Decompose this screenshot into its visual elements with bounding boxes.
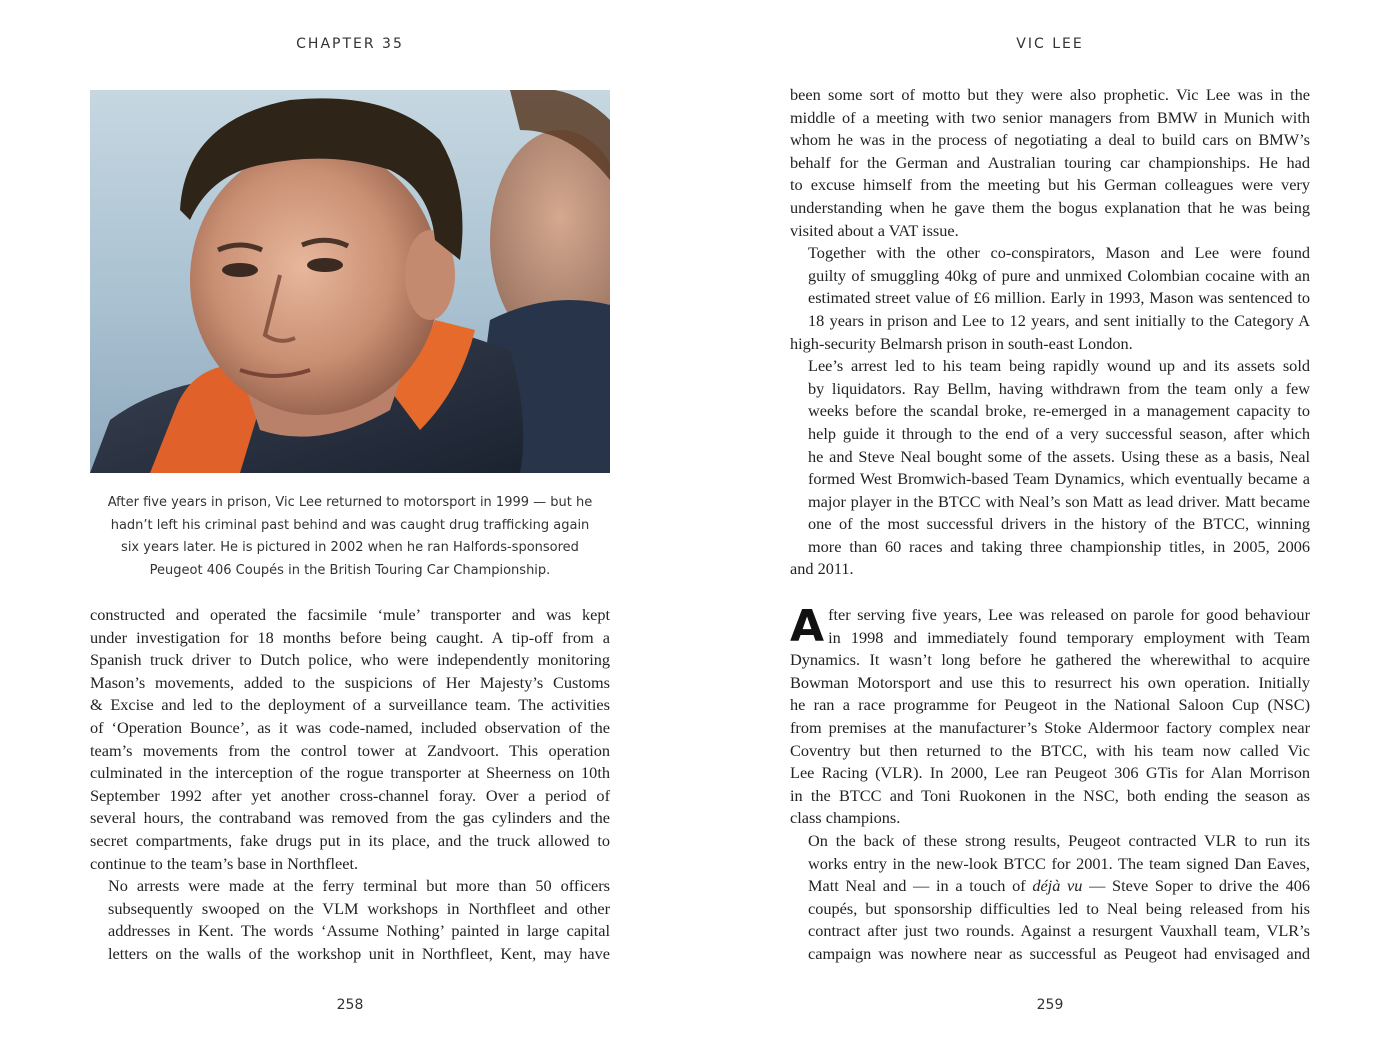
text-line: he and Steve Neal bought some of the assets. Using these as a basis, Neal xyxy=(808,446,1310,466)
text-line: continue to the team’s base in Northfleet. xyxy=(90,853,359,873)
portrait-illustration xyxy=(90,90,610,473)
text-line-italic xyxy=(790,875,1310,898)
running-head-right: VIC LEE xyxy=(1016,36,1084,52)
paragraph-end xyxy=(790,333,1310,356)
caption-line: Peugeot 406 Coupés in the British Touring Car Championship. xyxy=(149,562,551,578)
text-line: high-security Belmarsh prison in south-east London. xyxy=(790,333,1133,353)
paragraph-end xyxy=(790,807,1310,830)
text-line: and 2011. xyxy=(790,559,854,579)
text-line: Together with the other co-conspirators, Mason and Lee were found xyxy=(808,243,1310,263)
text-line: works entry in the new-look BTCC for 2001. The team signed Dan Eaves, xyxy=(808,853,1310,873)
page-number-left: 258 xyxy=(336,997,364,1013)
text-line: subsequently swooped on the VLM workshops in Northfleet and other xyxy=(108,898,610,918)
running-head-left: CHAPTER 35 xyxy=(296,36,404,52)
paragraph-end xyxy=(790,220,1310,243)
paragraph-end xyxy=(790,558,1310,581)
text-fragment: — Steve Soper to drive the 406 xyxy=(1082,876,1310,896)
text-line: secret compartments, fake drugs put in its place, and the truck allowed to xyxy=(90,830,610,850)
text-line: weeks before the scandal broke, re-emerged in a management capacity to xyxy=(808,401,1310,421)
drop-cap: A xyxy=(790,601,825,652)
text-line: help guide it through to the end of a very successful season, after which xyxy=(808,423,1310,443)
text-line: team’s movements from the control tower at Zandvoort. This operation xyxy=(90,740,610,760)
right-body-text-top xyxy=(790,84,1310,581)
text-line: whom he was in the process of negotiating a deal to build cars on BMW’s xyxy=(790,130,1310,150)
text-line: visited about a VAT issue. xyxy=(790,220,959,240)
text-line: Coventry but then returned to the BTCC, with his team now called Vic xyxy=(790,740,1310,760)
text-line: & Excise and led to the deployment of a surveillance team. The activities xyxy=(90,695,610,715)
text-line: constructed and operated the facsimile ‘mule’ transporter and was kept xyxy=(90,605,610,624)
text-line: addresses in Kent. The words ‘Assume Nothing’ painted in large capital xyxy=(108,921,610,941)
text-line: 18 years in prison and Lee to 12 years, and sent initially to the Category A xyxy=(808,310,1310,330)
paragraph xyxy=(790,355,1310,558)
text-line: in 1998 and immediately found temporary employment with Team xyxy=(828,627,1310,647)
paragraph xyxy=(90,604,610,853)
text-line: of ‘Operation Bounce’, as it was code-named, included observation of the xyxy=(90,717,610,737)
text-line: culminated in the interception of the rogue transporter at Sheerness on 10th xyxy=(90,763,610,783)
page-number-right: 259 xyxy=(1036,997,1064,1013)
text-line: September 1992 after yet another cross-channel foray. Over a period of xyxy=(90,785,610,805)
text-line: under investigation for 18 months before being caught. A tip-off from a xyxy=(90,627,610,647)
text-line: major player in the BTCC with Neal’s son Matt as lead driver. Matt became xyxy=(808,491,1310,511)
text-line: in the BTCC and Toni Ruokonen in the NSC, both ending the season as xyxy=(790,785,1310,805)
text-line: Mason’s movements, added to the suspicions of Her Majesty’s Customs xyxy=(90,672,610,692)
text-line: Bowman Motorsport and use this to resurrect his own operation. Initially xyxy=(790,672,1310,692)
text-line: Lee’s arrest led to his team being rapidly wound up and its assets sold xyxy=(808,356,1310,376)
text-line: from premises at the manufacturer’s Stoke Aldermoor factory complex near xyxy=(790,717,1310,737)
paragraph-end xyxy=(90,853,610,876)
text-line: formed West Bromwich-based Team Dynamics, which eventually became a xyxy=(808,469,1310,489)
text-line: guilty of smuggling 40kg of pure and unmixed Colombian cocaine with an xyxy=(808,265,1310,285)
text-fragment: Matt Neal and — in a touch of xyxy=(808,876,1033,896)
text-line: several hours, the contraband was removed from the gas cylinders and the xyxy=(90,808,610,828)
text-line: fter serving five years, Lee was released on parole for good behaviour xyxy=(828,605,1310,624)
text-line: by liquidators. Ray Bellm, having withdrawn from the team only a few xyxy=(808,378,1310,398)
caption-line: After five years in prison, Vic Lee returned to motorsport in 1999 — but he xyxy=(107,495,593,510)
text-line: Dynamics. It wasn’t long before he gathered the wherewithal to acquire xyxy=(790,650,1310,670)
italic-phrase: déjà vu xyxy=(1032,876,1083,896)
text-line: letters on the walls of the workshop unit in Northfleet, Kent, may have xyxy=(108,943,610,963)
text-line: to excuse himself from the meeting but his German colleagues were very xyxy=(790,175,1310,195)
text-line: been some sort of motto but they were also prophetic. Vic Lee was in the xyxy=(790,85,1310,104)
text-line: Lee Racing (VLR). In 2000, Lee ran Peugeot 306 GTis for Alan Morrison xyxy=(790,763,1310,783)
text-line: class champions. xyxy=(790,808,901,828)
text-line: On the back of these strong results, Peugeot contracted VLR to run its xyxy=(808,830,1310,850)
text-line: No arrests were made at the ferry terminal but more than 50 officers xyxy=(108,876,610,896)
portrait-photo xyxy=(90,90,610,473)
text-line: one of the most successful drivers in the history of the BTCC, winning xyxy=(808,514,1310,534)
text-line: Spanish truck driver to Dutch police, who were independently monitoring xyxy=(90,650,610,670)
left-body-text xyxy=(90,604,610,966)
text-line: he ran a race programme for Peugeot in the National Saloon Cup (NSC) xyxy=(790,695,1310,715)
photo-caption xyxy=(90,492,610,582)
paragraph xyxy=(90,875,610,965)
text-line: middle of a meeting with two senior managers from BMW in Munich with xyxy=(790,107,1310,127)
paragraph xyxy=(790,242,1310,332)
paragraph xyxy=(790,84,1310,220)
caption-line: six years later. He is pictured in 2002 when he ran Halfords-sponsored xyxy=(121,540,579,556)
text-line: understanding when he gave them the bogus explanation that he was being xyxy=(790,197,1310,217)
right-body-text-bottom xyxy=(790,601,1310,966)
text-line: behalf for the German and Australian touring car championships. He had xyxy=(790,152,1310,172)
text-line: coupés, but sponsorship difficulties led to Neal being released from his xyxy=(808,898,1310,918)
paragraph-dropcap xyxy=(790,601,1310,807)
caption-line: hadn’t left his criminal past behind and was caught drug trafficking again xyxy=(110,517,590,533)
text-line: contract after just two rounds. Against a resurgent Vauxhall team, VLR’s xyxy=(808,921,1310,941)
paragraph xyxy=(790,830,1310,966)
text-line: campaign was nowhere near as successful as Peugeot had envisaged and xyxy=(808,943,1310,963)
right-page xyxy=(700,0,1400,1050)
text-line: more than 60 races and taking three championship titles, in 2005, 2006 xyxy=(808,536,1310,556)
text-line: estimated street value of £6 million. Early in 1993, Mason was sentenced to xyxy=(808,288,1310,308)
